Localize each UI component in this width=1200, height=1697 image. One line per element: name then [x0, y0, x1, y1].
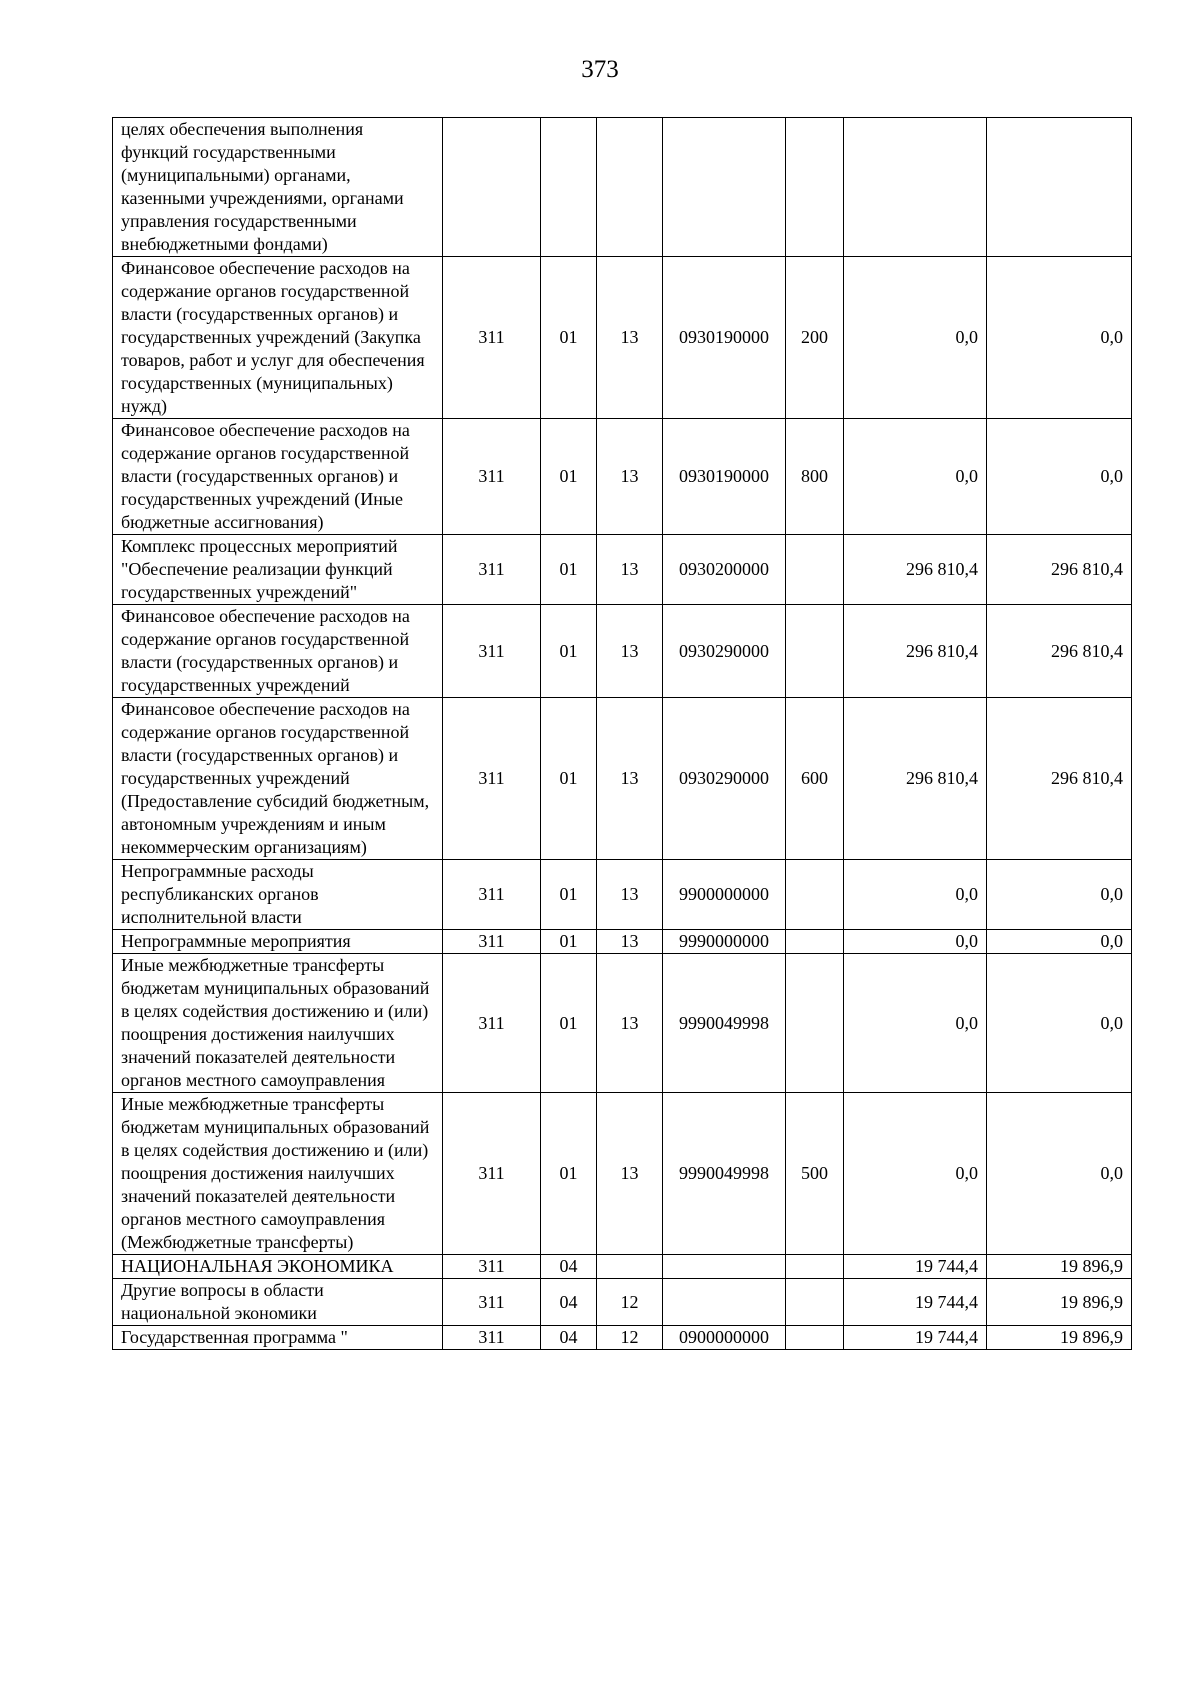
row-name: Государственная программа " [113, 1326, 443, 1350]
expense-type-code: 600 [786, 698, 844, 860]
amount-year-1: 19 744,4 [844, 1326, 987, 1350]
row-name: целях обеспечения выполнения функций государственными (муниципальными) органами, казенными учреждениями, органами управления государственными внебюджетными фондами) [113, 118, 443, 257]
section-code: 01 [541, 698, 597, 860]
ved-code: 311 [443, 954, 541, 1093]
subsection-code: 13 [597, 257, 663, 419]
ved-code: 311 [443, 698, 541, 860]
section-code: 01 [541, 419, 597, 535]
table-row [113, 535, 1132, 605]
section-code: 01 [541, 1093, 597, 1255]
amount-year-1: 0,0 [844, 930, 987, 954]
row-name: Финансовое обеспечение расходов на содержание органов государственной власти (государственных органов) и государственных учреждений (Предоставление субсидий бюджетным, автономным учреждениям и иным некоммерческим организациям) [113, 698, 443, 860]
amount-year-1: 0,0 [844, 1093, 987, 1255]
ved-code: 311 [443, 860, 541, 930]
amount-year-2: 0,0 [987, 860, 1132, 930]
expense-type-code [786, 954, 844, 1093]
section-code: 04 [541, 1279, 597, 1326]
section-code: 04 [541, 1326, 597, 1350]
target-article-code [663, 1279, 786, 1326]
amount-year-2: 0,0 [987, 954, 1132, 1093]
table-row [113, 930, 1132, 954]
table-row [113, 1279, 1132, 1326]
subsection-code [597, 1255, 663, 1279]
amount-year-1 [844, 118, 987, 257]
table-row [113, 1255, 1132, 1279]
expense-type-code [786, 1255, 844, 1279]
section-code: 01 [541, 605, 597, 698]
table-row [113, 257, 1132, 419]
row-name: Комплекс процессных мероприятий "Обеспечение реализации функций государственных учреждений" [113, 535, 443, 605]
expense-type-code [786, 860, 844, 930]
expense-type-code: 800 [786, 419, 844, 535]
amount-year-1: 296 810,4 [844, 698, 987, 860]
amount-year-1: 0,0 [844, 419, 987, 535]
budget-table [112, 117, 1132, 1350]
target-article-code [663, 1255, 786, 1279]
expense-type-code [786, 535, 844, 605]
amount-year-1: 0,0 [844, 860, 987, 930]
subsection-code: 13 [597, 419, 663, 535]
expense-type-code [786, 930, 844, 954]
ved-code: 311 [443, 1279, 541, 1326]
subsection-code: 13 [597, 954, 663, 1093]
target-article-code: 0900000000 [663, 1326, 786, 1350]
section-code: 04 [541, 1255, 597, 1279]
expense-type-code [786, 1279, 844, 1326]
amount-year-2: 19 896,9 [987, 1255, 1132, 1279]
ved-code: 311 [443, 1326, 541, 1350]
amount-year-2: 0,0 [987, 419, 1132, 535]
amount-year-1: 19 744,4 [844, 1279, 987, 1326]
amount-year-2: 19 896,9 [987, 1279, 1132, 1326]
row-name: Финансовое обеспечение расходов на содержание органов государственной власти (государственных органов) и государственных учреждений (Иные бюджетные ассигнования) [113, 419, 443, 535]
target-article-code: 9990000000 [663, 930, 786, 954]
subsection-code: 13 [597, 698, 663, 860]
target-article-code: 0930290000 [663, 605, 786, 698]
amount-year-1: 0,0 [844, 257, 987, 419]
target-article-code [663, 118, 786, 257]
table-row [113, 1326, 1132, 1350]
target-article-code: 0930290000 [663, 698, 786, 860]
table-row [113, 605, 1132, 698]
ved-code: 311 [443, 1093, 541, 1255]
target-article-code: 0930190000 [663, 257, 786, 419]
ved-code: 311 [443, 930, 541, 954]
expense-type-code: 500 [786, 1093, 844, 1255]
ved-code: 311 [443, 605, 541, 698]
amount-year-2: 0,0 [987, 930, 1132, 954]
amount-year-2 [987, 118, 1132, 257]
page-number: 373 [581, 56, 619, 83]
expense-type-code: 200 [786, 257, 844, 419]
target-article-code: 9900000000 [663, 860, 786, 930]
subsection-code: 12 [597, 1279, 663, 1326]
section-code: 01 [541, 860, 597, 930]
ved-code [443, 118, 541, 257]
subsection-code: 12 [597, 1326, 663, 1350]
amount-year-2: 0,0 [987, 1093, 1132, 1255]
target-article-code: 0930190000 [663, 419, 786, 535]
table-row [113, 860, 1132, 930]
row-name: Финансовое обеспечение расходов на содержание органов государственной власти (государственных органов) и государственных учреждений (Закупка товаров, работ и услуг для обеспечения государственных (муниципальных) нужд) [113, 257, 443, 419]
amount-year-1: 296 810,4 [844, 535, 987, 605]
subsection-code: 13 [597, 605, 663, 698]
row-name: Другие вопросы в области национальной экономики [113, 1279, 443, 1326]
table-row [113, 419, 1132, 535]
table-row [113, 698, 1132, 860]
amount-year-2: 0,0 [987, 257, 1132, 419]
subsection-code: 13 [597, 860, 663, 930]
subsection-code [597, 118, 663, 257]
ved-code: 311 [443, 535, 541, 605]
expense-type-code [786, 605, 844, 698]
target-article-code: 9990049998 [663, 1093, 786, 1255]
target-article-code: 0930200000 [663, 535, 786, 605]
table-row [113, 118, 1132, 257]
target-article-code: 9990049998 [663, 954, 786, 1093]
section-code [541, 118, 597, 257]
ved-code: 311 [443, 1255, 541, 1279]
subsection-code: 13 [597, 930, 663, 954]
expense-type-code [786, 1326, 844, 1350]
row-name: Непрограммные расходы республиканских органов исполнительной власти [113, 860, 443, 930]
row-name: Иные межбюджетные трансферты бюджетам муниципальных образований в целях содействия достижению и (или) поощрения достижения наилучших значений показателей деятельности органов местного самоуправления [113, 954, 443, 1093]
table-row [113, 954, 1132, 1093]
amount-year-2: 19 896,9 [987, 1326, 1132, 1350]
amount-year-2: 296 810,4 [987, 698, 1132, 860]
amount-year-1: 19 744,4 [844, 1255, 987, 1279]
amount-year-2: 296 810,4 [987, 535, 1132, 605]
ved-code: 311 [443, 419, 541, 535]
amount-year-2: 296 810,4 [987, 605, 1132, 698]
subsection-code: 13 [597, 1093, 663, 1255]
expense-type-code [786, 118, 844, 257]
row-name: Непрограммные мероприятия [113, 930, 443, 954]
subsection-code: 13 [597, 535, 663, 605]
section-code: 01 [541, 930, 597, 954]
row-name: Финансовое обеспечение расходов на содержание органов государственной власти (государственных органов) и государственных учреждений [113, 605, 443, 698]
amount-year-1: 0,0 [844, 954, 987, 1093]
section-code: 01 [541, 954, 597, 1093]
table-row [113, 1093, 1132, 1255]
section-code: 01 [541, 257, 597, 419]
row-name: НАЦИОНАЛЬНАЯ ЭКОНОМИКА [113, 1255, 443, 1279]
row-name: Иные межбюджетные трансферты бюджетам муниципальных образований в целях содействия достижению и (или) поощрения достижения наилучших значений показателей деятельности органов местного самоуправления (Межбюджетные трансферты) [113, 1093, 443, 1255]
amount-year-1: 296 810,4 [844, 605, 987, 698]
ved-code: 311 [443, 257, 541, 419]
section-code: 01 [541, 535, 597, 605]
